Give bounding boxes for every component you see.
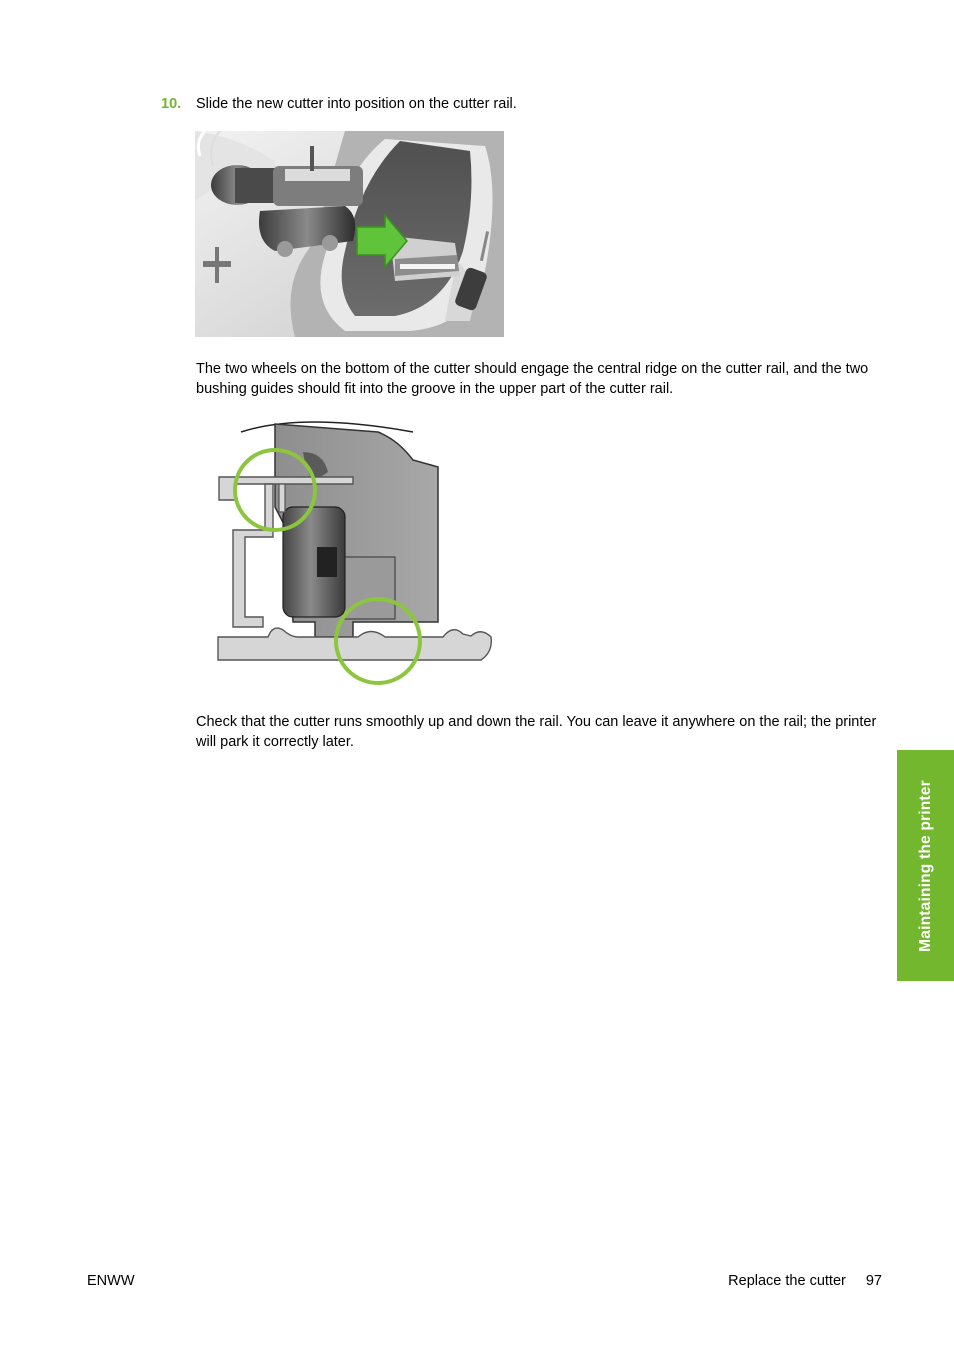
paragraph-wheels: The two wheels on the bottom of the cutter should engage the central ridge on the cutter rail, and the two bushing guides should fit into the groove in the upper part of the cutter rail. bbox=[196, 361, 869, 397]
side-chapter-tab bbox=[897, 750, 954, 981]
footer-doc-id: ENWW bbox=[87, 1273, 135, 1289]
step-text: Slide the new cutter into position on the cutter rail. bbox=[196, 96, 517, 112]
cutter-installation-photo bbox=[195, 131, 504, 337]
footer-section-title: Replace the cutter bbox=[728, 1273, 846, 1289]
step-10 bbox=[161, 96, 517, 112]
cutter-rail-cross-section-diagram bbox=[213, 412, 493, 687]
page-number: 97 bbox=[865, 1273, 882, 1289]
step-number: 10. bbox=[161, 96, 182, 112]
footer-section bbox=[728, 1273, 882, 1289]
side-tab-label: Maintaining the printer bbox=[916, 779, 934, 952]
paragraph-check-runs: Check that the cutter runs smoothly up and down the rail. You can leave it anywhere on the rail; the printer will park it correctly later. bbox=[196, 714, 877, 750]
